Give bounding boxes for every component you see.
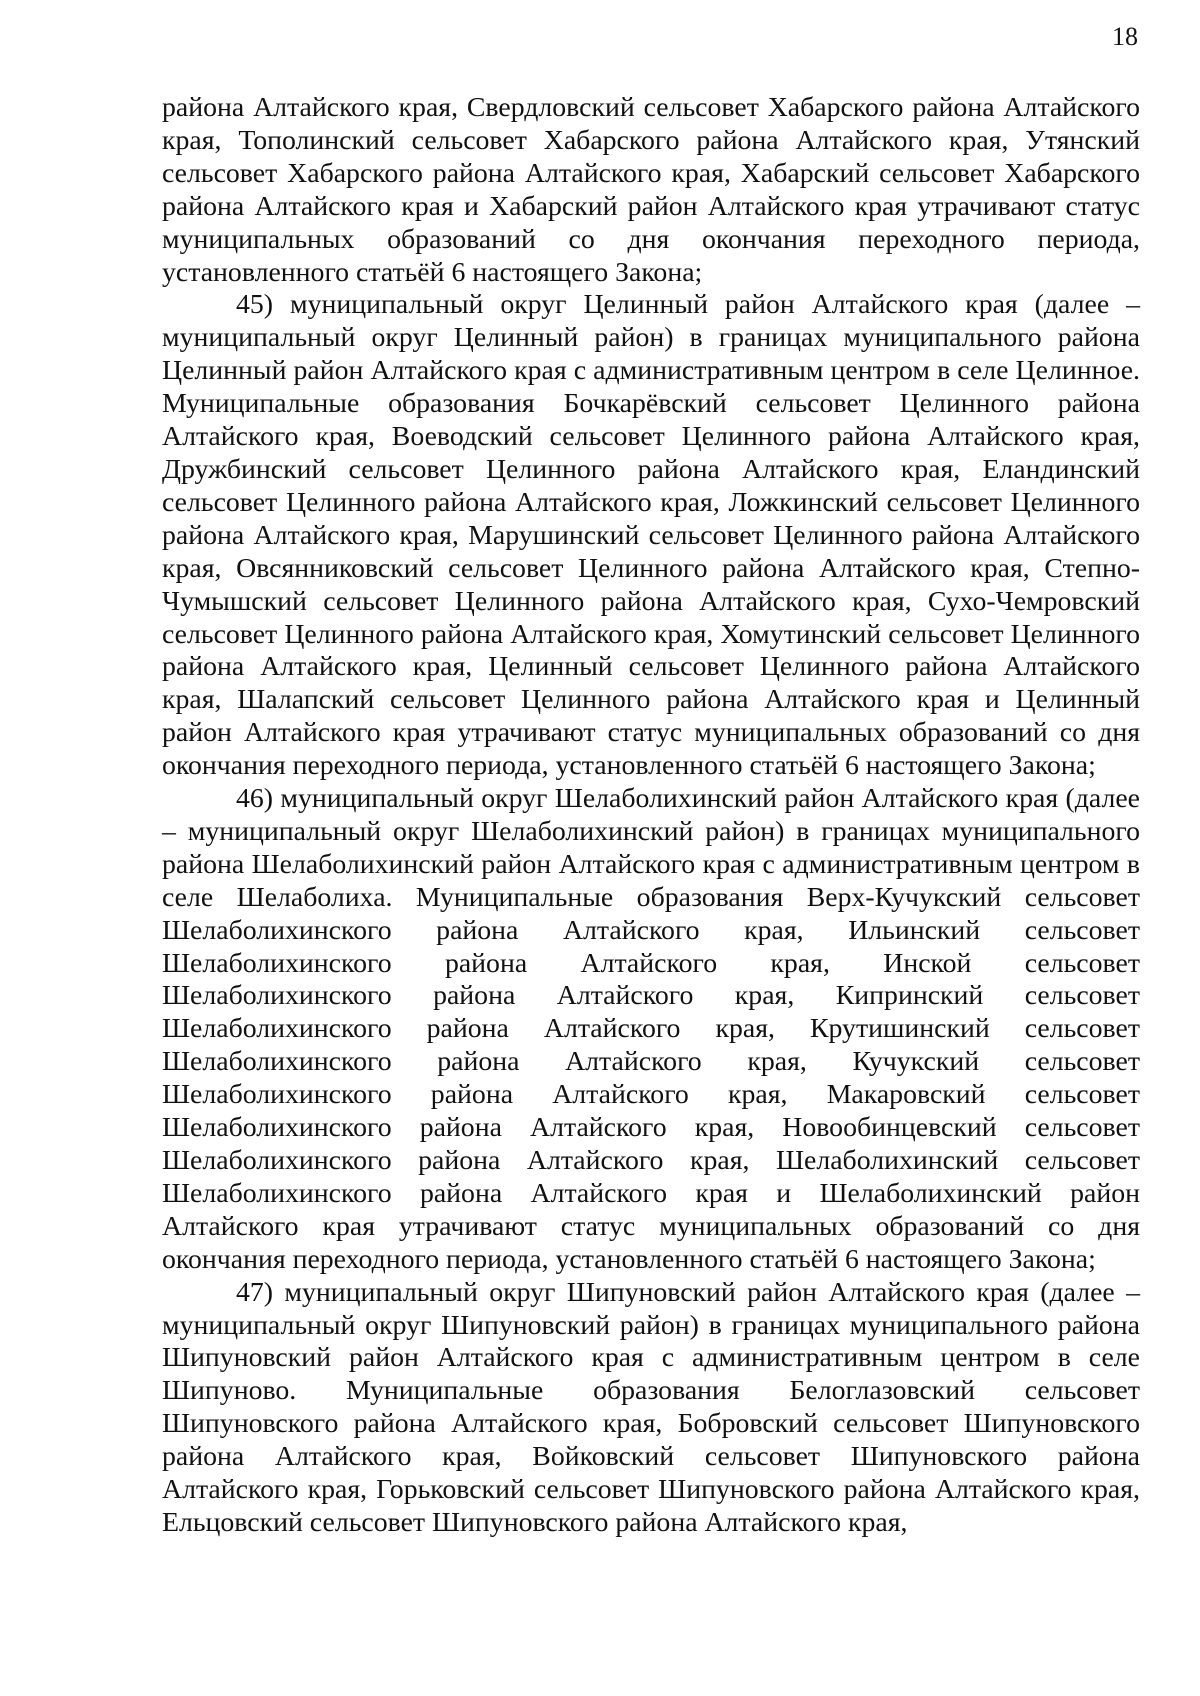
paragraph-item-46: 46) муниципальный округ Шелаболихинский район Алтайского края (далее – муниципальный округ Шелаболихинский район) в границах муниципального района Шелаболихинский район Алтайского края с административным центром в селе Шелаболиха. Муниципальные образования Верх-Кучукский сельсовет Шелаболихинского района Алтайского края, Ильинский сельсовет Шелаболихинского района Алтайского края, Инской сельсовет Шелаболихинского района Алтайского края, Кипринский сельсовет Шелаболихинского района Алтайского края, Крутишинский сельсовет Шелаболихинского района Алтайского края, Кучукский сельсовет Шелаболихинского района Алтайского края, Макаровский сельсовет Шелаболихинского района Алтайского края, Новообинцевский сельсовет Шелаболихинского района Алтайского края, Шелаболихинский сельсовет Шелаболихинского района Алтайского края и Шелаболихинский район Алтайского края утрачивают статус муниципальных образований со дня окончания переходного периода, установленного статьёй 6 настоящего Закона; [162, 783, 1140, 1275]
document-body [162, 92, 1140, 1540]
paragraph-item-45: 45) муниципальный округ Целинный район Алтайского края (далее – муниципальный округ Целинный район) в границах муниципального района Целинный район Алтайского края с административным центром в селе Целинное. Муниципальные образования Бочкарёвский сельсовет Целинного района Алтайского края, Воеводский сельсовет Целинного района Алтайского края, Дружбинский сельсовет Целинного района Алтайского края, Еландинский сельсовет Целинного района Алтайского края, Ложкинский сельсовет Целинного района Алтайского края, Марушинский сельсовет Целинного района Алтайского края, Овсянниковский сельсовет Целинного района Алтайского края, Степно-Чумышский сельсовет Целинного района Алтайского края, Сухо-Чемровский сельсовет Целинного района Алтайского края, Хомутинский сельсовет Целинного района Алтайского края, Целинный сельсовет Целинного района Алтайского края, Шалапский сельсовет Целинного района Алтайского края и Целинный район Алтайского края утрачивают статус муниципальных образований со дня окончания переходного периода, установленного статьёй 6 настоящего Закона; [162, 289, 1140, 782]
paragraph-continuation: района Алтайского края, Свердловский сельсовет Хабарского района Алтайского края, Тополинский сельсовет Хабарского района Алтайского края, Утянский сельсовет Хабарского района Алтайского края, Хабарский сельсовет Хабарского района Алтайского края и Хабарский район Алтайского края утрачивают статус муниципальных образований со дня окончания переходного периода, установленного статьёй 6 настоящего Закона; [162, 92, 1140, 288]
paragraph-item-47: 47) муниципальный округ Шипуновский район Алтайского края (далее – муниципальный округ Шипуновский район) в границах муниципального района Шипуновский район Алтайского края с административным центром в селе Шипуново. Муниципальные образования Белоглазовский сельсовет Шипуновского района Алтайского края, Бобровский сельсовет Шипуновского района Алтайского края, Войковский сельсовет Шипуновского района Алтайского края, Горьковский сельсовет Шипуновского района Алтайского края, Ельцовский сельсовет Шипуновского района Алтайского края, [162, 1276, 1140, 1538]
page-number: 18 [1112, 22, 1138, 51]
